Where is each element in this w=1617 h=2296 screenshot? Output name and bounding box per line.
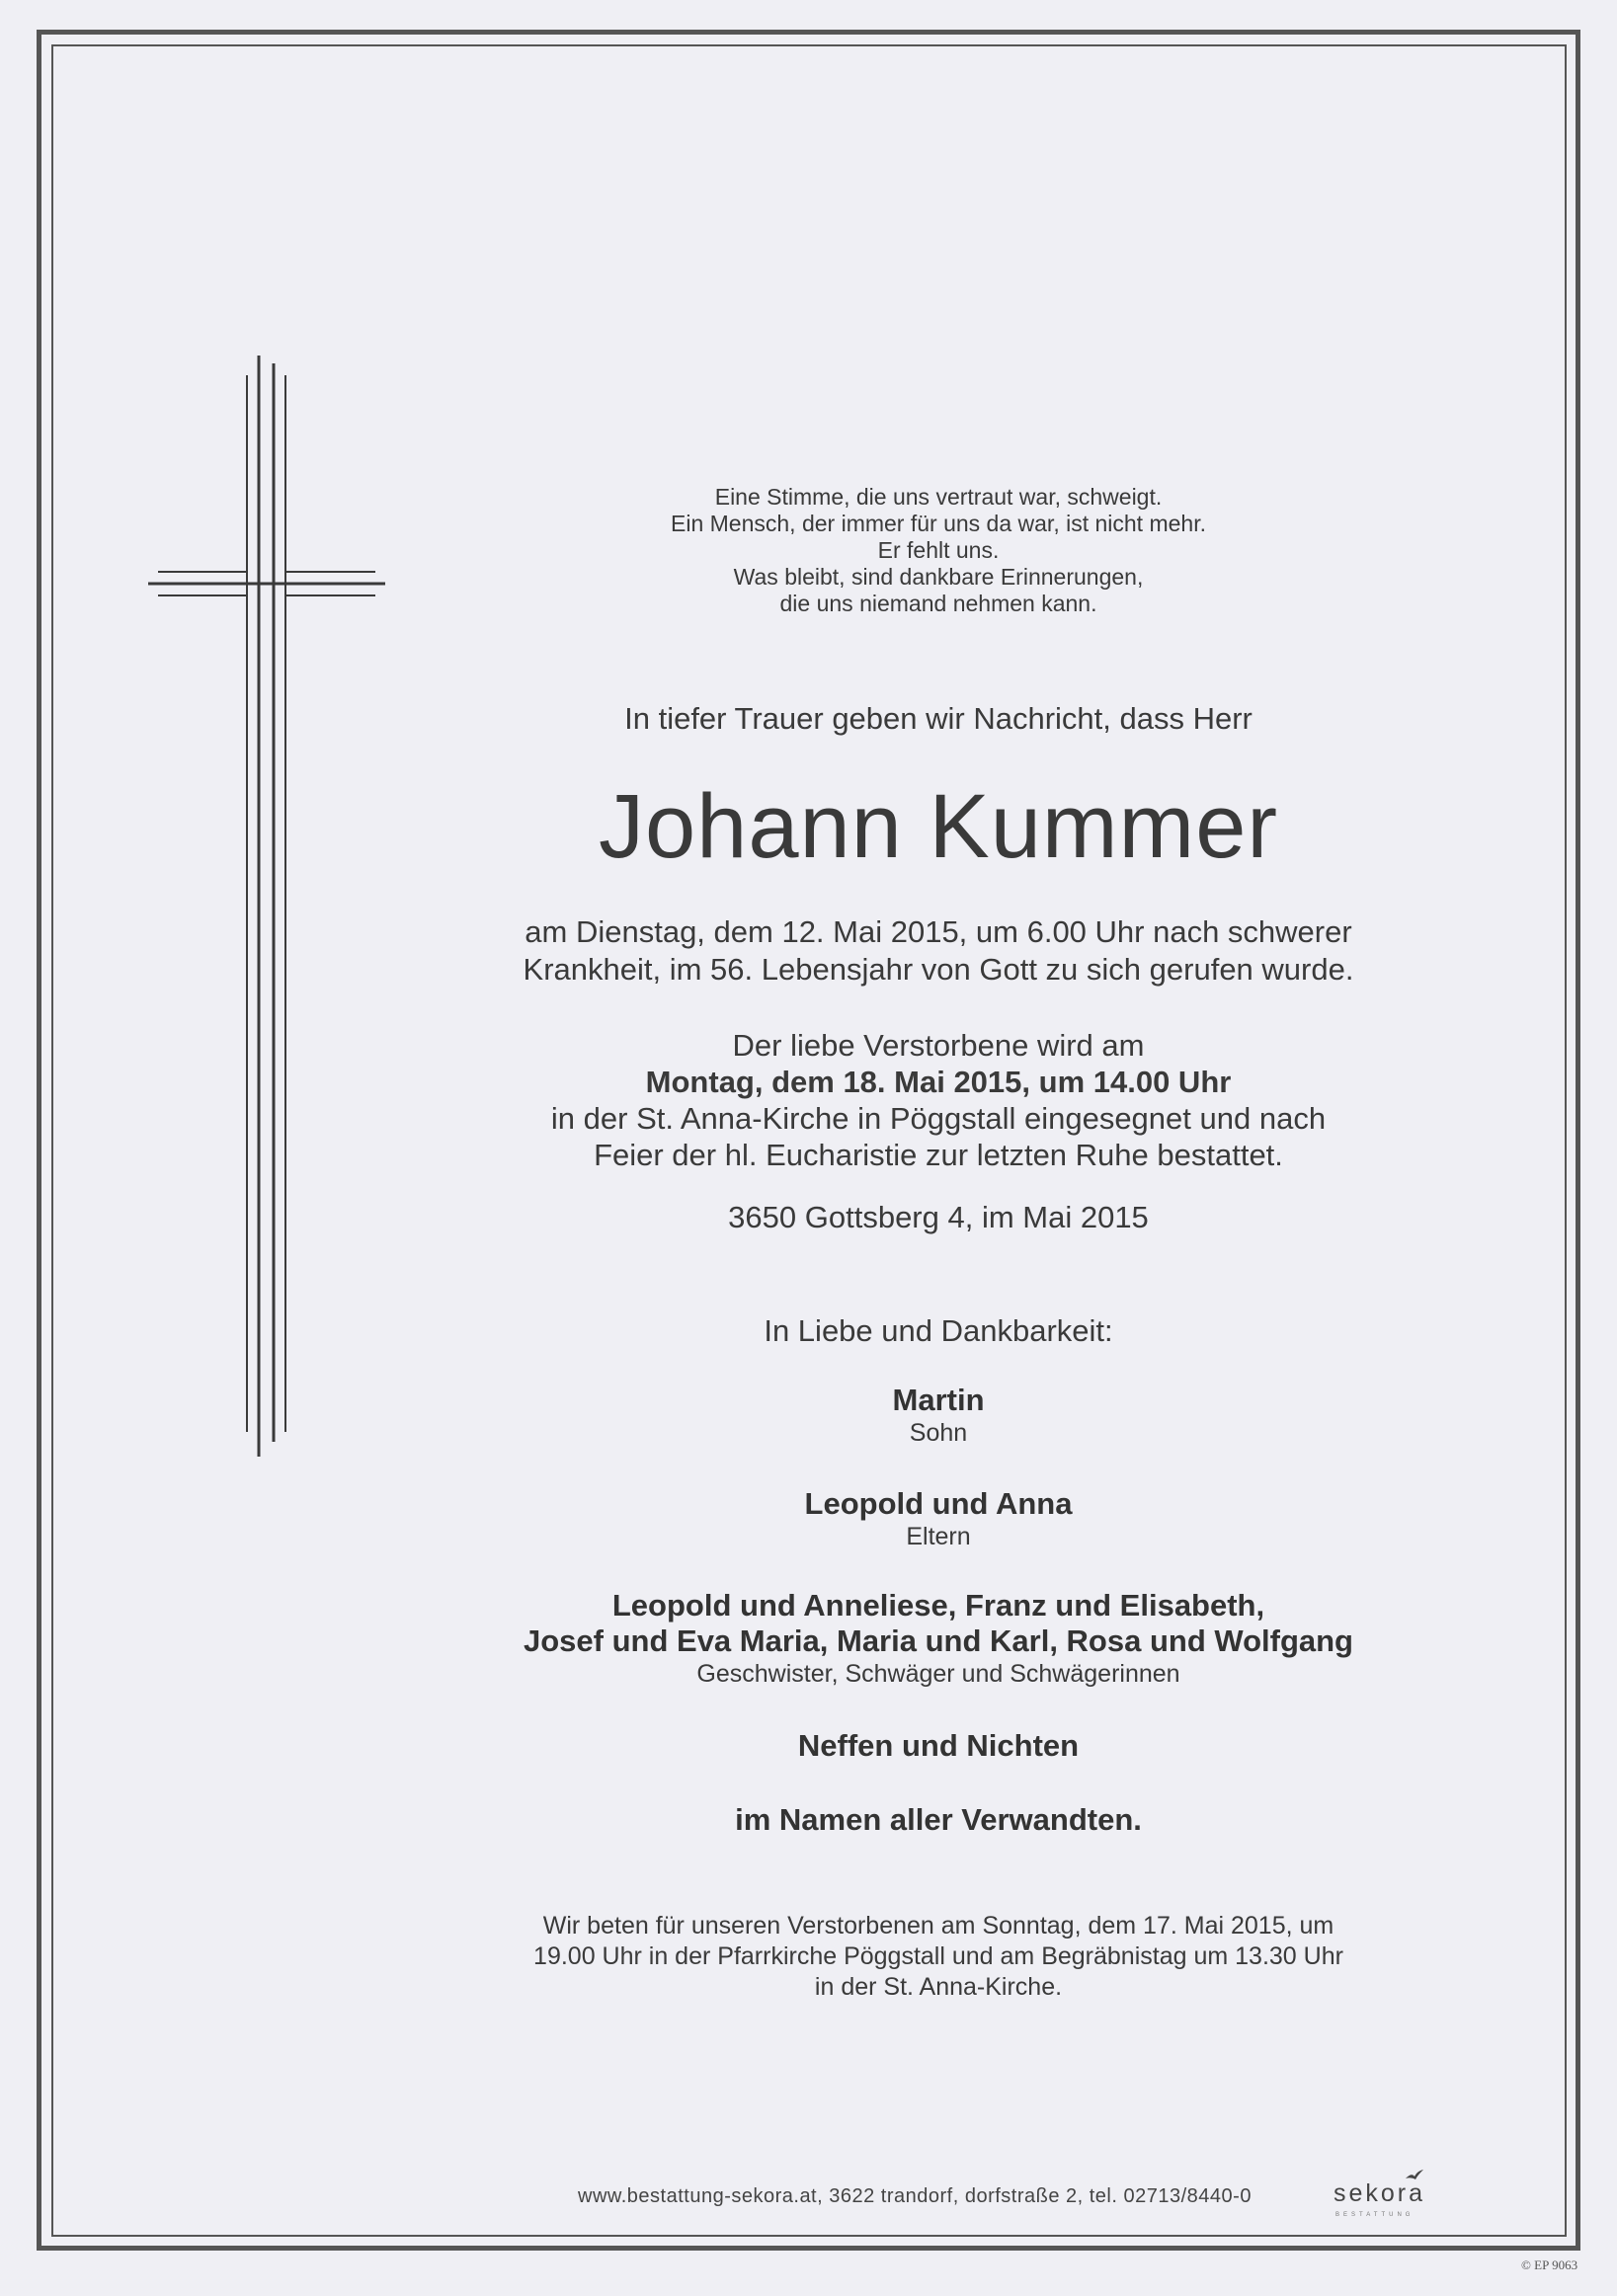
- bird-icon: [1405, 2169, 1424, 2184]
- prayer-line: Wir beten für unseren Verstorbenen am Sonntag, dem 17. Mai 2015, um: [542, 1912, 1334, 1940]
- mourner-role: Geschwister, Schwäger und Schwägerinnen: [696, 1660, 1180, 1688]
- mourner-name: Martin: [892, 1383, 985, 1417]
- mourner-siblings: [356, 1588, 1521, 1689]
- mourner-name: Josef und Eva Maria, Maria und Karl, Rosa und Wolfgang: [524, 1623, 1353, 1658]
- mourner-name: Leopold und Anna: [804, 1486, 1073, 1521]
- poem-line: Eine Stimme, die uns vertraut war, schweigt.: [714, 484, 1163, 510]
- funeral-line: Der liebe Verstorbene wird am: [732, 1028, 1145, 1063]
- sekora-logo-subtitle: BESTATTUNG: [1335, 2212, 1415, 2218]
- death-details: [356, 913, 1521, 989]
- death-line: Krankheit, im 56. Lebensjahr von Gott zu sich gerufen wurde.: [523, 952, 1354, 987]
- document-code: © EP 9063: [1521, 2257, 1578, 2272]
- prayer-notice: [356, 1911, 1521, 2003]
- prayer-line: in der St. Anna-Kirche.: [814, 1973, 1063, 2001]
- death-line: am Dienstag, dem 12. Mai 2015, um 6.00 Uhr nach schwerer: [525, 914, 1352, 949]
- poem-block: [356, 484, 1521, 617]
- funeral-details: [356, 1027, 1521, 1173]
- prayer-line: 19.00 Uhr in der Pfarrkirche Pöggstall und am Begräbnistag um 13.30 Uhr: [533, 1942, 1343, 1970]
- mourner-nephews: Neffen und Nichten: [797, 1728, 1080, 1763]
- poem-line: Ein Mensch, der immer für uns da war, ist nicht mehr.: [671, 511, 1206, 536]
- poem-line: Er fehlt uns.: [877, 537, 1000, 563]
- poem-line: Was bleibt, sind dankbare Erinnerungen,: [733, 564, 1144, 590]
- mourner-parents: [356, 1486, 1521, 1551]
- mourner-role: Eltern: [906, 1523, 971, 1550]
- announcement-intro: In tiefer Trauer geben wir Nachricht, dass Herr: [624, 701, 1253, 736]
- thanks-heading: In Liebe und Dankbarkeit:: [764, 1313, 1113, 1348]
- funeral-date: Montag, dem 18. Mai 2015, um 14.00 Uhr: [645, 1065, 1232, 1099]
- funeral-line: in der St. Anna-Kirche in Pöggstall eingesegnet und nach: [550, 1101, 1327, 1136]
- deceased-name: Johann Kummer: [599, 776, 1278, 877]
- footer-contact: www.bestattung-sekora.at, 3622 trandorf, dorfstraße 2, tel. 02713/8440-0: [578, 2185, 1252, 2207]
- poem-line: die uns niemand nehmen kann.: [779, 591, 1097, 616]
- mourner-son: [356, 1383, 1521, 1448]
- place-date: 3650 Gottsberg 4, im Mai 2015: [728, 1200, 1149, 1234]
- funeral-line: Feier der hl. Eucharistie zur letzten Ruhe bestattet.: [594, 1138, 1283, 1172]
- mourner-relatives: im Namen aller Verwandten.: [735, 1802, 1142, 1837]
- sekora-logo: sekora: [1334, 2179, 1426, 2207]
- mourner-role: Sohn: [909, 1419, 968, 1447]
- mourner-name: Leopold und Anneliese, Franz und Elisabeth,: [611, 1588, 1265, 1623]
